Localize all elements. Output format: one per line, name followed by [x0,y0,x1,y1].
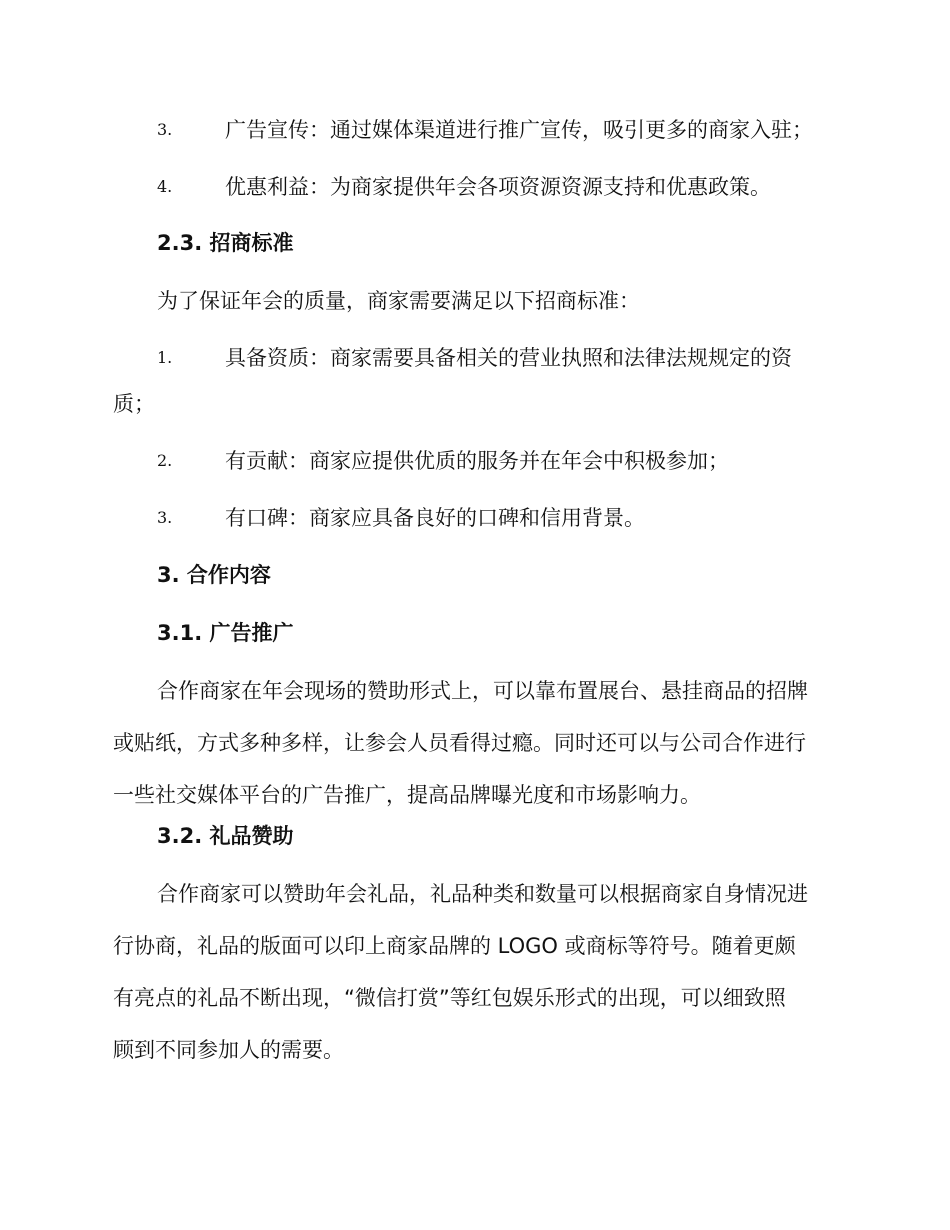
list-item-standard-3 [0,503,950,533]
list-item-text: 优惠利益：为商家提供年会各项资源资源支持和优惠政策。 [225,175,771,199]
list-item-benefit-4 [0,172,950,202]
paragraph-line: 或贴纸，方式多种多样，让参会人员看得过瘾。同时还可以与公司合作进行 [113,731,806,755]
paragraph-line: 合作商家在年会现场的赞助形式上，可以靠布置展台、悬挂商品的招牌 [157,679,808,703]
list-number: 2. [157,451,173,470]
list-item-standard-1 [0,343,950,373]
paragraph-line: 行协商，礼品的版面可以印上商家品牌的 LOGO 或商标等符号。随着更颇 [113,934,796,958]
list-item-standard-2 [0,446,950,476]
standards-intro: 为了保证年会的质量，商家需要满足以下招商标准： [157,289,640,313]
paragraph-line: 顾到不同参加人的需要。 [113,1038,344,1062]
section-heading-cooperation: 3. 合作内容 [157,563,271,587]
paragraph-line: 合作商家可以赞助年会礼品，礼品种类和数量可以根据商家自身情况进 [157,882,808,906]
list-item-text: 广告宣传：通过媒体渠道进行推广宣传，吸引更多的商家入驻； [225,118,813,142]
subsection-heading-gift: 3.2. 礼品赞助 [157,824,294,848]
list-number: 3. [157,120,173,139]
paragraph-ad [113,665,833,821]
list-number: 1. [157,348,173,367]
paragraph-line: 有亮点的礼品不断出现，“微信打赏”等红包娱乐形式的出现，可以细致照 [113,986,786,1010]
list-item-text: 具备资质：商家需要具备相关的营业执照和法律法规规定的资 [225,346,792,370]
paragraph-line: 一些社交媒体平台的广告推广，提高品牌曝光度和市场影响力。 [113,783,701,807]
section-heading-standards: 2.3. 招商标准 [157,231,294,255]
list-item-text: 有口碑：商家应具备良好的口碑和信用背景。 [225,506,645,530]
list-number: 4. [157,177,173,196]
list-item-text: 有贡献：商家应提供优质的服务并在年会中积极参加； [225,449,729,473]
subsection-heading-ad: 3.1. 广告推广 [157,621,294,645]
list-item-continuation: 质； [113,392,155,416]
list-number: 3. [157,508,173,527]
paragraph-gift [113,868,833,1076]
list-item-benefit-3 [0,115,950,145]
